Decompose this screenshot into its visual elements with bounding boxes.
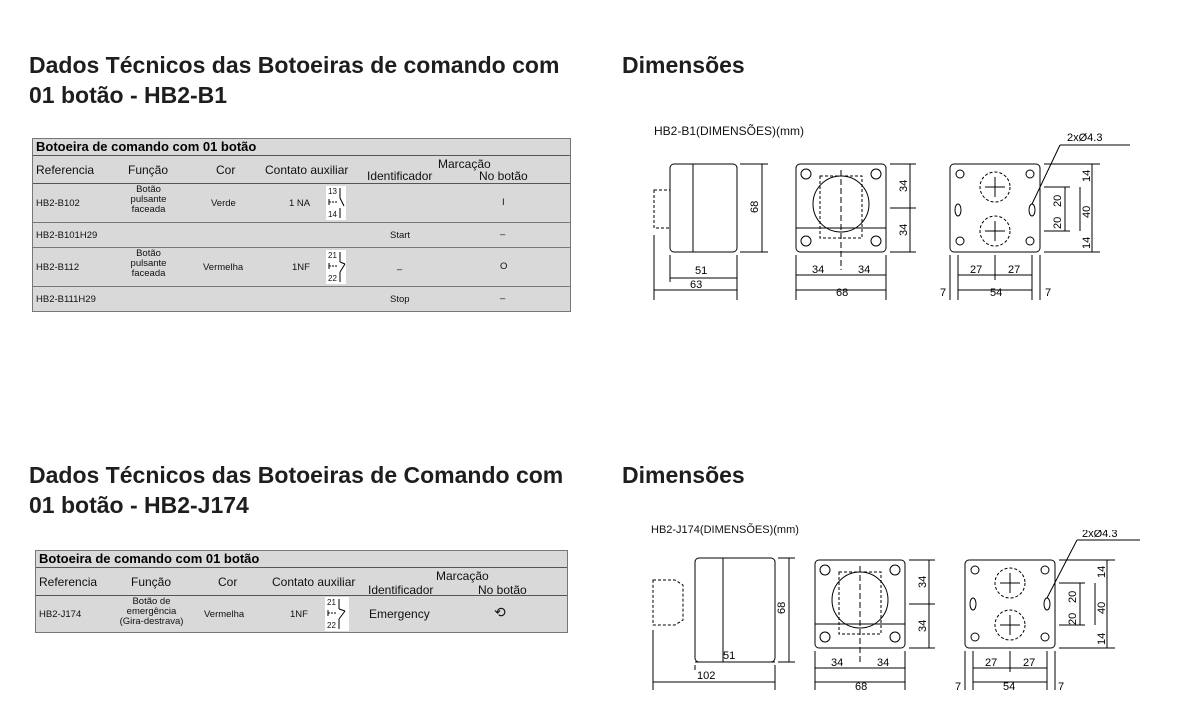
section1-title-line1: Dados Técnicos das Botoeiras de comando com — [29, 52, 560, 78]
dim-34b: 34 — [877, 657, 890, 669]
dim-68w: 68 — [855, 681, 868, 693]
table-caption: Botoeira de comando com 01 botão — [33, 139, 570, 156]
cell-funcao: Botão pulsante faceada — [130, 184, 167, 215]
section2-dims-heading: Dimensões — [622, 462, 745, 488]
dim-34b: 34 — [858, 264, 871, 276]
section2-title-line2: 01 botão - HB2-J174 — [29, 492, 249, 518]
cell-cor: Verde — [211, 198, 236, 209]
cell-ident: – — [397, 264, 403, 275]
dim-7a: 7 — [955, 681, 962, 693]
section2-dimension-drawing — [645, 530, 1155, 695]
dim-34d: 34 — [917, 619, 929, 632]
table-header — [33, 156, 570, 184]
dim-7b: 7 — [1058, 681, 1065, 693]
dim-34a: 34 — [812, 264, 825, 276]
cell-ref: HB2-B111H29 — [36, 294, 96, 305]
col-no-botao: No botão — [478, 583, 527, 597]
section2-title-line1: Dados Técnicos das Botoeiras de Comando com — [29, 462, 564, 488]
dim-14a: 14 — [1081, 169, 1093, 182]
dim-34a: 34 — [831, 657, 844, 669]
dim-27a: 27 — [985, 657, 998, 669]
col-identificador: Identificador — [367, 169, 433, 183]
dim-14b: 14 — [1096, 632, 1108, 645]
dim-68: 68 — [776, 601, 788, 614]
col-marcacao: Marcação — [438, 157, 491, 171]
cell-funcao: Botão de emergência (Gira-destrava) — [119, 596, 184, 627]
cell-botao: ⟲ — [494, 604, 506, 620]
cell-ref: HB2-J174 — [39, 609, 82, 620]
contact-symbol: 13 14 — [326, 186, 346, 220]
section2-dims-title: HB2-J174(DIMENSÕES)(mm) — [651, 524, 799, 536]
section1-title-line2: 01 botão - HB2-B1 — [29, 82, 228, 108]
dim-20b: 20 — [1067, 612, 1079, 625]
dim-51: 51 — [695, 265, 708, 277]
section1-dims-heading: Dimensões — [622, 52, 745, 78]
col-contato: Contato auxiliar — [265, 163, 349, 177]
dim-14b: 14 — [1081, 236, 1093, 249]
dim-54: 54 — [990, 287, 1003, 299]
dim-7b: 7 — [1045, 287, 1052, 299]
col-marcacao: Marcação — [436, 569, 489, 583]
table-row — [33, 223, 570, 248]
contact-symbol: 21 22 — [326, 250, 346, 284]
dim-40: 40 — [1081, 205, 1093, 218]
dim-27b: 27 — [1008, 264, 1021, 276]
section2-table — [35, 550, 568, 633]
cell-funcao: Botão pulsante faceada — [130, 248, 167, 279]
col-funcao: Função — [128, 163, 169, 177]
dim-68: 68 — [749, 200, 761, 213]
table-row — [36, 596, 567, 632]
cell-ident: Start — [390, 230, 411, 241]
dim-hole: 2xØ4.3 — [1067, 132, 1103, 144]
cell-ref: HB2-B101H29 — [36, 230, 98, 241]
col-identificador: Identificador — [368, 583, 434, 597]
cell-ref: HB2-B112 — [36, 262, 80, 273]
dim-34d: 34 — [898, 223, 910, 236]
cell-ident: Emergency — [369, 607, 430, 621]
table-row — [33, 287, 570, 311]
dim-7a: 7 — [940, 287, 947, 299]
dim-54: 54 — [1003, 681, 1016, 693]
col-referencia: Referencia — [36, 163, 95, 177]
section1-table — [32, 138, 571, 312]
dim-102: 102 — [697, 670, 716, 682]
section1-title — [29, 50, 559, 110]
col-cor: Cor — [218, 575, 238, 589]
cell-contato: 1NF — [292, 262, 310, 273]
cell-botao: – — [500, 229, 506, 240]
dim-68w: 68 — [836, 287, 849, 299]
table-row — [33, 184, 570, 223]
dim-20b: 20 — [1052, 216, 1064, 229]
dim-63: 63 — [690, 279, 703, 291]
table-caption: Botoeira de comando com 01 botão — [36, 551, 567, 568]
cell-cor: Vermelha — [204, 609, 245, 620]
table-header — [36, 568, 567, 596]
dim-27b: 27 — [1023, 657, 1036, 669]
table-row — [33, 248, 570, 287]
dim-20a: 20 — [1052, 194, 1064, 207]
dim-27a: 27 — [970, 264, 983, 276]
cell-cor: Vermelha — [203, 262, 244, 273]
cell-botao: I — [502, 197, 505, 208]
cell-botao: – — [500, 293, 506, 304]
col-no-botao: No botão — [479, 169, 528, 183]
dim-34c: 34 — [898, 179, 910, 192]
col-funcao: Função — [131, 575, 172, 589]
dim-51: 51 — [723, 650, 736, 662]
dim-40: 40 — [1096, 601, 1108, 614]
dim-14a: 14 — [1096, 565, 1108, 578]
contact-symbol: 21 22 — [325, 597, 349, 631]
col-contato: Contato auxiliar — [272, 575, 356, 589]
cell-contato: 1NF — [290, 609, 308, 620]
col-referencia: Referencia — [39, 575, 98, 589]
dim-hole: 2xØ4.3 — [1082, 530, 1118, 540]
section2-title — [29, 460, 563, 520]
dim-20a: 20 — [1067, 590, 1079, 603]
cell-contato: 1 NA — [289, 198, 311, 209]
cell-ident: Stop — [390, 294, 410, 305]
cell-ref: HB2-B102 — [36, 198, 80, 209]
col-cor: Cor — [216, 163, 236, 177]
section1-dimension-drawing — [640, 130, 1140, 305]
section1-dims-title: HB2-B1(DIMENSÕES)(mm) — [654, 124, 805, 138]
dim-34c: 34 — [917, 575, 929, 588]
cell-botao: O — [500, 261, 508, 272]
